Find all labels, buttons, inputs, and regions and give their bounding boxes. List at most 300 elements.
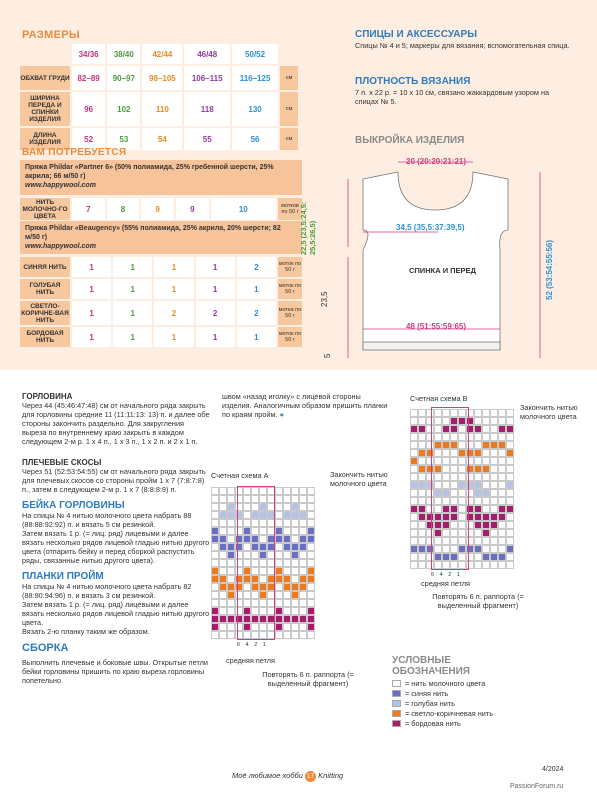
gauge-text: 7 п. x 22 р. = 10 x 10 см, связано жаккардовым узором на спицах № 5.	[355, 88, 550, 106]
chart-cell	[490, 433, 498, 441]
chart-cell	[291, 503, 299, 511]
cell: 2	[237, 257, 276, 277]
yarn2-site: www.happywool.com	[25, 243, 96, 250]
unit: мотка по 50 г	[278, 301, 302, 325]
chart-cell	[291, 535, 299, 543]
cell: 1	[237, 279, 276, 299]
legend-text: = голубая нить	[405, 699, 455, 708]
chart-cell	[211, 535, 219, 543]
chart-cell	[219, 631, 227, 639]
unit: см	[280, 92, 298, 126]
cell: 1	[196, 327, 235, 347]
chart-cell	[227, 575, 235, 583]
chart-cell	[482, 497, 490, 505]
row-label: ГОЛУБАЯ НИТЬ	[20, 279, 70, 299]
chart-cell	[211, 543, 219, 551]
chart-cell	[482, 537, 490, 545]
cell: 2	[237, 301, 276, 325]
chart-cell	[307, 503, 315, 511]
chart-cell	[275, 511, 283, 519]
assembly-continued	[222, 392, 392, 419]
cell: 10	[211, 198, 276, 220]
chartA-title: Счетная схема A	[211, 471, 269, 480]
chart-cell	[211, 599, 219, 607]
chart-cell	[211, 567, 219, 575]
num: 2	[254, 642, 258, 648]
cell: 1	[196, 279, 235, 299]
chart-cell	[418, 449, 426, 457]
neckband-text2: Затем вязать 1 р. (= лиц. ряд) лицевыми и далее вязать несколько рядов лицевой гладью нитью другого цвета (отпарить бейку и перед сборкой распустить ряды, связанные нитью другого цвета).	[22, 529, 210, 565]
chart-cell	[482, 529, 490, 537]
chart-cell	[506, 497, 514, 505]
chart-cell	[275, 567, 283, 575]
legend-swatch	[392, 690, 401, 697]
chart-cell	[211, 631, 219, 639]
footer-mag: Моё любимое хобби	[232, 771, 303, 780]
shoulders-title: ПЛЕЧЕВЫЕ СКОСЫ	[22, 458, 102, 467]
legend-item	[392, 709, 493, 718]
num: 1	[456, 572, 460, 578]
cell: 96	[72, 92, 105, 126]
cell: 1	[154, 279, 193, 299]
chart-cell	[490, 457, 498, 465]
chart-cell	[291, 543, 299, 551]
chart-cell	[227, 623, 235, 631]
chartA-repeat: Повторять 6 п. раппорта (= выделенный фрагмент)	[262, 670, 354, 688]
chart-cell	[410, 553, 418, 561]
chart-cell	[275, 607, 283, 615]
yarn1-text: Пряжа Phildar «Partner 6» (50% полиамида, 25% гребенной шерсти, 25% акрила; 66 м/50 г)	[25, 164, 274, 180]
cell: 1	[237, 327, 276, 347]
chart-cell	[307, 591, 315, 599]
chart-cell	[219, 495, 227, 503]
chart-cell	[418, 433, 426, 441]
chart-cell	[506, 481, 514, 489]
chart-cell	[490, 497, 498, 505]
measure-side: 23,5	[320, 291, 329, 307]
measure-length: 52 (53:54:55:56)	[545, 239, 554, 300]
legend-swatch	[392, 720, 401, 727]
cell: 118	[184, 92, 230, 126]
chart-cell	[307, 623, 315, 631]
chart-cell	[506, 473, 514, 481]
cell: 106–115	[184, 66, 230, 90]
chart-cell	[291, 623, 299, 631]
chart-cell	[219, 527, 227, 535]
chart-cell	[211, 495, 219, 503]
chart-cell	[275, 559, 283, 567]
chart-cell	[418, 513, 426, 521]
chart-cell	[211, 591, 219, 599]
chart-cell	[506, 505, 514, 513]
chart-cell	[211, 503, 219, 511]
chart-cell	[506, 529, 514, 537]
chart-cell	[283, 519, 291, 527]
unit: моток по 50 г	[278, 279, 302, 299]
measure-width: 48 (51:55:59:65)	[406, 322, 467, 331]
chart-cell	[482, 457, 490, 465]
page-number: 17	[306, 773, 315, 780]
shoulders-text: Через 51 (52:53:54:55) см от начального ряда закрыть для плечевых скосов со стороны пройм 1 x 7 (7:8:7:8) п., затем в следующем 2-м р. 1 x 7 (8:8:8:9) п.	[22, 467, 206, 494]
chart-cell	[211, 559, 219, 567]
chart-cell	[506, 545, 514, 553]
chart-cell	[283, 495, 291, 503]
chart-cell	[506, 521, 514, 529]
chart-cell	[307, 551, 315, 559]
chart-cell	[211, 623, 219, 631]
chart-cell	[219, 551, 227, 559]
footer-brand: Knitting	[318, 771, 344, 780]
chart-cell	[482, 481, 490, 489]
yarn2-text: Пряжа Phildar «Beaugency» (55% полиамида, 25% акрила, 20% шерсти; 82 м/50 г)	[25, 225, 281, 241]
chart-cell	[490, 449, 498, 457]
chart-cell	[211, 607, 219, 615]
chart-cell	[410, 545, 418, 553]
chart-cell	[482, 505, 490, 513]
chart-cell	[283, 503, 291, 511]
chart-cell	[283, 559, 291, 567]
chart-cell	[283, 631, 291, 639]
chart-cell	[283, 487, 291, 495]
chart-cell	[211, 527, 219, 535]
chart-cell	[227, 559, 235, 567]
unit: мотков по 50 г	[278, 198, 302, 220]
chart-cell	[482, 489, 490, 497]
chart-cell	[474, 529, 482, 537]
legend-item	[392, 689, 448, 698]
chart-cell	[307, 511, 315, 519]
chart-cell	[418, 457, 426, 465]
unit: см	[280, 128, 298, 150]
chart-cell	[211, 575, 219, 583]
chart-cell	[418, 489, 426, 497]
cell: 1	[154, 327, 193, 347]
chart-cell	[474, 497, 482, 505]
chart-cell	[227, 583, 235, 591]
chart-cell	[490, 545, 498, 553]
num: 6	[431, 572, 435, 578]
chart-cell	[498, 433, 506, 441]
chart-cell	[219, 623, 227, 631]
chart-cell	[506, 433, 514, 441]
chart-cell	[219, 599, 227, 607]
chartB-midloop: средняя петля	[421, 579, 470, 588]
cell: 102	[107, 92, 140, 126]
chart-cell	[418, 481, 426, 489]
assembly-title: СБОРКА	[22, 642, 69, 654]
legend-swatch	[392, 710, 401, 717]
legend-text: = бордовая нить	[405, 719, 461, 728]
chart-cell	[291, 599, 299, 607]
chart-cell	[291, 591, 299, 599]
row-label: НИТЬ МОЛОЧНО-ГО ЦВЕТА	[20, 198, 70, 220]
chart-cell	[418, 505, 426, 513]
chart-cell	[227, 535, 235, 543]
chart-cell	[291, 527, 299, 535]
cell: 7	[72, 198, 105, 220]
chart-cell	[227, 503, 235, 511]
unit: моток по 50 г	[278, 327, 302, 347]
chart-cell	[410, 529, 418, 537]
chart-cell	[291, 495, 299, 503]
chart-cell	[410, 465, 418, 473]
cell: 98–105	[142, 66, 182, 90]
chart-cell	[307, 599, 315, 607]
chart-cell	[410, 513, 418, 521]
chart-cell	[275, 615, 283, 623]
chart-cell	[227, 487, 235, 495]
chart-cell	[410, 505, 418, 513]
size-header: 34/36	[72, 44, 105, 64]
row-label: ОБХВАТ ГРУДИ	[20, 66, 70, 90]
chart-cell	[275, 575, 283, 583]
chart-cell	[410, 497, 418, 505]
chart-cell	[410, 521, 418, 529]
chart-cell	[219, 591, 227, 599]
chart-cell	[498, 473, 506, 481]
chart-cell	[227, 615, 235, 623]
chart-cell	[291, 511, 299, 519]
chart-cell	[283, 607, 291, 615]
chartA-midloop: средняя петля	[226, 656, 275, 665]
chart-cell	[227, 631, 235, 639]
num: 4	[439, 572, 443, 578]
size-header: 42/44	[142, 44, 182, 64]
row-label: БОРДОВАЯ НИТЬ	[20, 327, 70, 347]
chart-cell	[506, 441, 514, 449]
chart-cell	[299, 511, 307, 519]
armbands-title: ПЛАНКИ ПРОЙМ	[22, 571, 104, 582]
chart-cell	[219, 535, 227, 543]
cell: 56	[232, 128, 278, 150]
chart-cell	[219, 511, 227, 519]
footer-magazine	[232, 771, 343, 782]
chart-cell	[275, 487, 283, 495]
chart-cell	[299, 543, 307, 551]
cell: 1	[72, 257, 111, 277]
chart-cell	[498, 505, 506, 513]
cell: 1	[72, 327, 111, 347]
chart-cell	[219, 567, 227, 575]
chart-cell	[283, 567, 291, 575]
chart-cell	[490, 553, 498, 561]
end-mark: ●	[279, 410, 284, 419]
chartB-repeat: Повторять 6 п. раппорта (= выделенный фрагмент)	[432, 592, 524, 610]
chart-cell	[219, 575, 227, 583]
yarn2-table	[18, 255, 304, 349]
chart-cell	[291, 559, 299, 567]
chart-cell	[410, 409, 418, 417]
chart-cell	[498, 417, 506, 425]
chart-cell	[506, 553, 514, 561]
chart-cell	[506, 561, 514, 569]
chart-cell	[275, 519, 283, 527]
chart-cell	[482, 545, 490, 553]
cell: 1	[154, 257, 193, 277]
chart-cell	[418, 473, 426, 481]
chart-cell	[410, 449, 418, 457]
chart-cell	[283, 615, 291, 623]
num: 4	[245, 642, 249, 648]
chart-cell	[227, 591, 235, 599]
chart-cell	[283, 599, 291, 607]
chart-cell	[482, 473, 490, 481]
chart-cell	[299, 487, 307, 495]
chart-cell	[410, 481, 418, 489]
chartA-repeat-frame	[237, 486, 275, 640]
chart-cell	[291, 615, 299, 623]
neck-text: Через 44 (45:46:47:48) см от начального ряда закрыть для горловины средние 11 (11:11:13: 13) п. и далее обе стороны закончить раздельно. Для закругления выреза по внутреннему краю закрыть в каждом следующем 2-м р. 1 x 4 п., 1 x 3 п., 1 x 2 п. и 2 x 1 п.	[22, 401, 210, 446]
chart-cell	[227, 519, 235, 527]
legend-item	[392, 679, 485, 688]
chart-cell	[506, 409, 514, 417]
chart-cell	[418, 529, 426, 537]
legend-item	[392, 719, 461, 728]
chartA-nums	[237, 642, 266, 648]
measure-armhole: 22,5 (23,5:24,5: 25,5:26,5)	[299, 201, 317, 255]
cell: 2	[196, 301, 235, 325]
chart-cell	[490, 473, 498, 481]
cell: 110	[142, 92, 182, 126]
chart-cell	[498, 409, 506, 417]
chartB-nums	[431, 572, 460, 578]
legend-text: = нить молочного цвета	[405, 679, 486, 688]
chart-cell	[418, 497, 426, 505]
chart-cell	[474, 425, 482, 433]
chart-cell	[291, 519, 299, 527]
chart-cell	[283, 591, 291, 599]
chart-cell	[474, 521, 482, 529]
chart-cell	[275, 551, 283, 559]
chart-cell	[219, 607, 227, 615]
chart-cell	[474, 457, 482, 465]
chart-cell	[283, 535, 291, 543]
chartB-title: Счетная схема B	[410, 394, 468, 403]
chart-cell	[498, 449, 506, 457]
cell: 9	[176, 198, 209, 220]
cell: 52	[72, 128, 105, 150]
materials-title: ВАМ ПОТРЕБУЕТСЯ	[22, 147, 127, 158]
chart-cell	[299, 495, 307, 503]
left-column	[22, 392, 210, 685]
chart-cell	[219, 583, 227, 591]
chart-cell	[418, 441, 426, 449]
chart-cell	[506, 465, 514, 473]
chart-cell	[490, 425, 498, 433]
chart-cell	[307, 535, 315, 543]
measure-neck: 20 (20:20:21:21)	[406, 157, 467, 166]
size-header: 38/40	[107, 44, 140, 64]
cell: 90–97	[107, 66, 140, 90]
chart-cell	[418, 417, 426, 425]
chart-cell	[506, 513, 514, 521]
num: 2	[448, 572, 452, 578]
chart-cell	[474, 553, 482, 561]
chart-cell	[418, 537, 426, 545]
chart-cell	[410, 417, 418, 425]
chart-cell	[291, 487, 299, 495]
armbands-text1: На спицы № 4 нитью молочного цвета набрать 82 (88:90:94:96) п. и вязать 3 см резинкой.	[22, 582, 192, 600]
chart-cell	[219, 503, 227, 511]
chart-cell	[275, 591, 283, 599]
chart-cell	[291, 631, 299, 639]
chart-cell	[506, 457, 514, 465]
chart-cell	[498, 553, 506, 561]
chart-cell	[299, 631, 307, 639]
armbands-text3: Вязать 2-ю планку таким же образом.	[22, 627, 150, 636]
chart-cell	[474, 537, 482, 545]
chart-cell	[482, 417, 490, 425]
chart-cell	[474, 513, 482, 521]
cell: 54	[142, 128, 182, 150]
chart-cell	[498, 513, 506, 521]
chart-cell	[474, 505, 482, 513]
cell: 130	[232, 92, 278, 126]
measure-shoulder: 34,5 (35,5:37:39,5)	[396, 223, 465, 232]
chart-cell	[410, 433, 418, 441]
chart-cell	[410, 537, 418, 545]
yarn1-box	[20, 160, 302, 195]
chart-cell	[307, 583, 315, 591]
chart-cell	[482, 441, 490, 449]
chart-cell	[474, 545, 482, 553]
measure-rib: 5	[323, 353, 332, 358]
chart-cell	[490, 505, 498, 513]
chart-cell	[498, 497, 506, 505]
chart-cell	[490, 561, 498, 569]
chart-cell	[227, 495, 235, 503]
chart-cell	[299, 583, 307, 591]
chart-cell	[307, 607, 315, 615]
chart-cell	[498, 481, 506, 489]
legend-swatch	[392, 700, 401, 707]
chart-cell	[307, 567, 315, 575]
row-label: ДЛИНА ИЗДЕЛИЯ	[20, 128, 70, 150]
chart-cell	[299, 607, 307, 615]
chart-cell	[418, 521, 426, 529]
chart-cell	[490, 489, 498, 497]
chart-cell	[482, 425, 490, 433]
chart-cell	[307, 615, 315, 623]
chart-cell	[283, 575, 291, 583]
size-header: 50/52	[232, 44, 278, 64]
legend-text: = светло-коричневая нить	[405, 709, 493, 718]
cell: 1	[113, 257, 152, 277]
chart-cell	[482, 553, 490, 561]
gauge-title: ПЛОТНОСТЬ ВЯЗАНИЯ	[355, 76, 471, 87]
chartB-finish: Закончить нитью молочного цвета	[520, 403, 578, 421]
num: 6	[237, 642, 241, 648]
chart-cell	[299, 567, 307, 575]
chart-cell	[227, 567, 235, 575]
chart-cell	[299, 527, 307, 535]
cell: 1	[72, 301, 111, 325]
cell: 1	[113, 327, 152, 347]
chart-cell	[474, 489, 482, 497]
cell: 2	[154, 301, 193, 325]
chart-cell	[211, 551, 219, 559]
chart-cell	[227, 511, 235, 519]
chart-cell	[506, 537, 514, 545]
unit: моток по 50 г	[278, 257, 302, 277]
legend-title: УСЛОВНЫЕ ОБОЗНАЧЕНИЯ	[392, 655, 470, 677]
unit: см	[280, 66, 298, 90]
cell: 9	[141, 198, 174, 220]
chart-cell	[299, 559, 307, 567]
chart-cell	[275, 631, 283, 639]
chart-cell	[410, 489, 418, 497]
chart-cell	[490, 409, 498, 417]
